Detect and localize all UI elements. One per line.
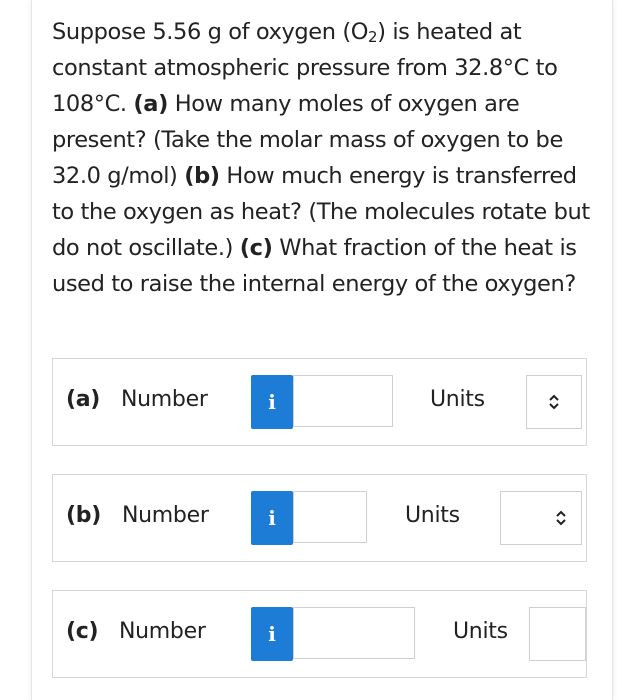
part-c-label: (c) <box>66 619 99 644</box>
part-a-tag: (a) <box>133 91 168 117</box>
part-a-text: How many moles of oxygen are present? (Take the molar mass of oxygen to be 32.0 g/mol) <box>52 91 563 189</box>
question-intro: Suppose 5.56 g of oxygen (O <box>52 19 369 45</box>
chevron-up-down-icon <box>555 510 567 526</box>
units-label: Units <box>430 387 485 412</box>
part-b-label: (b) <box>66 503 101 528</box>
number-label: Number <box>121 387 208 412</box>
part-c-tag: (c) <box>239 235 273 261</box>
question-intro-cont: ) is heated at constant atmospheric pressure from 32.8°C to 108°C. <box>52 19 558 117</box>
units-select-a[interactable] <box>526 375 582 429</box>
part-a-label: (a) <box>66 387 101 412</box>
part-b-tag: (b) <box>184 163 220 189</box>
units-label: Units <box>453 619 508 644</box>
number-label: Number <box>122 503 209 528</box>
subscript: 2 <box>368 28 378 46</box>
number-label: Number <box>119 619 206 644</box>
number-input-a[interactable] <box>293 375 393 427</box>
number-input-c[interactable] <box>293 607 415 659</box>
answer-row-b <box>52 474 587 562</box>
info-icon[interactable]: i <box>251 607 293 661</box>
answer-row-a <box>52 358 587 446</box>
info-icon[interactable]: i <box>251 375 293 429</box>
units-select-c[interactable] <box>529 607 586 661</box>
units-select-b[interactable] <box>500 491 582 545</box>
units-label: Units <box>405 503 460 528</box>
chevron-up-down-icon <box>548 394 560 410</box>
part-b-text: How much energy is transferred to the oxygen as heat? (The molecules rotate but do not oscillate.) <box>52 163 590 261</box>
number-input-b[interactable] <box>293 491 367 543</box>
answer-row-c <box>52 590 587 678</box>
info-icon[interactable]: i <box>251 491 293 545</box>
part-c-text: What fraction of the heat is used to raise the internal energy of the oxygen? <box>52 235 577 297</box>
question-text <box>52 14 597 302</box>
